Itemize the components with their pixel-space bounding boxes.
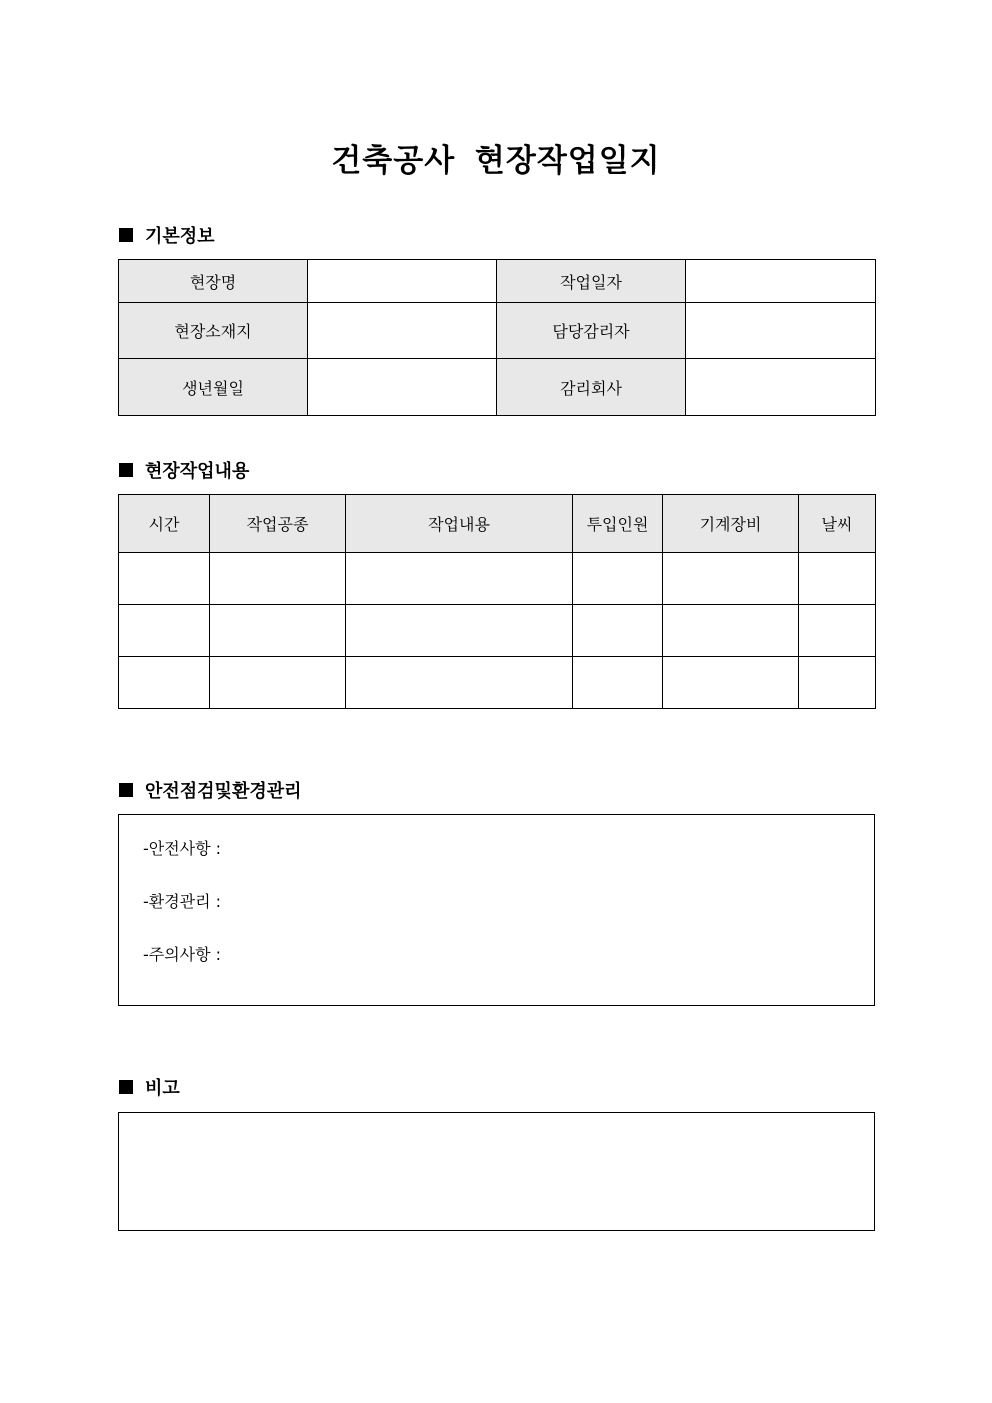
weather-cell[interactable] — [799, 553, 876, 605]
work-content-heading-text: 현장작업내용 — [145, 461, 250, 482]
site-location-field[interactable] — [308, 303, 497, 359]
weather-header: 날씨 — [799, 495, 876, 553]
caution-line: -주의사항 : — [143, 945, 222, 964]
square-bullet-icon — [119, 228, 133, 242]
site-location-label: 현장소재지 — [119, 303, 308, 359]
weather-cell[interactable] — [799, 657, 876, 709]
workers-header: 투입인원 — [573, 495, 663, 553]
work-type-cell[interactable] — [210, 657, 346, 709]
workers-cell[interactable] — [573, 657, 663, 709]
weather-cell[interactable] — [799, 605, 876, 657]
table-row — [119, 605, 876, 657]
work-detail-header: 작업내용 — [346, 495, 573, 553]
time-header: 시간 — [119, 495, 210, 553]
work-date-field[interactable] — [686, 260, 876, 303]
table-row — [119, 657, 876, 709]
work-content-header-row — [119, 495, 876, 553]
workers-cell[interactable] — [573, 553, 663, 605]
supervision-company-label: 감리회사 — [497, 359, 686, 416]
document-title: 건축공사 현장작업일지 — [331, 143, 661, 179]
birth-date-label: 생년월일 — [119, 359, 308, 416]
workers-cell[interactable] — [573, 605, 663, 657]
safety-box[interactable] — [118, 814, 875, 1006]
safety-heading-text: 안전점검및환경관리 — [145, 781, 302, 802]
square-bullet-icon — [119, 783, 133, 797]
equipment-cell[interactable] — [663, 553, 799, 605]
site-name-field[interactable] — [308, 260, 497, 303]
remarks-box[interactable] — [118, 1112, 875, 1231]
square-bullet-icon — [119, 463, 133, 477]
basic-info-row — [119, 303, 876, 359]
site-name-label: 현장명 — [119, 260, 308, 303]
equipment-header: 기계장비 — [663, 495, 799, 553]
work-detail-cell[interactable] — [346, 605, 573, 657]
safety-heading — [119, 778, 302, 802]
work-detail-cell[interactable] — [346, 657, 573, 709]
birth-date-field[interactable] — [308, 359, 497, 416]
equipment-cell[interactable] — [663, 605, 799, 657]
work-type-header: 작업공종 — [210, 495, 346, 553]
basic-info-row — [119, 260, 876, 303]
basic-info-heading-text: 기본정보 — [145, 226, 215, 247]
equipment-cell[interactable] — [663, 657, 799, 709]
time-cell[interactable] — [119, 605, 210, 657]
work-type-cell[interactable] — [210, 553, 346, 605]
basic-info-table — [118, 259, 876, 416]
supervisor-field[interactable] — [686, 303, 876, 359]
environment-line: -환경관리 : — [143, 892, 222, 911]
remarks-heading-text: 비고 — [145, 1078, 180, 1099]
remarks-heading — [119, 1075, 180, 1099]
time-cell[interactable] — [119, 657, 210, 709]
safety-notes-line: -안전사항 : — [143, 839, 222, 858]
table-row — [119, 553, 876, 605]
work-date-label: 작업일자 — [497, 260, 686, 303]
work-content-heading — [119, 458, 249, 482]
supervision-company-field[interactable] — [686, 359, 876, 416]
square-bullet-icon — [119, 1080, 133, 1094]
supervisor-label: 담당감리자 — [497, 303, 686, 359]
time-cell[interactable] — [119, 553, 210, 605]
basic-info-row — [119, 359, 876, 416]
basic-info-heading — [119, 223, 215, 247]
work-type-cell[interactable] — [210, 605, 346, 657]
work-detail-cell[interactable] — [346, 553, 573, 605]
work-content-table — [118, 494, 876, 709]
